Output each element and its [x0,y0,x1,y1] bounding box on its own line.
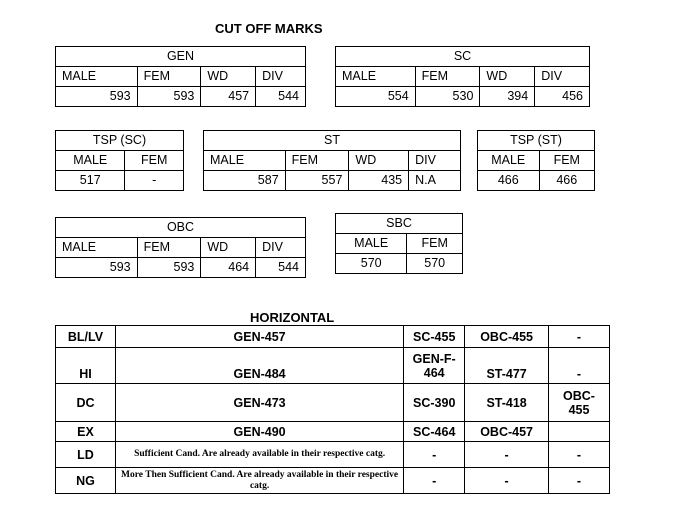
ng-note: More Then Sufficient Cand. Are already available in their respective catg. [115,468,403,494]
st-col-div: DIV [409,151,461,171]
st-col-fem: FEM [285,151,349,171]
sc-col-male: MALE [336,67,416,87]
tsp-st-val-fem: 466 [539,171,594,191]
ex-obc: OBC-457 [465,422,549,442]
ex-gen: GEN-490 [115,422,403,442]
sbc-header: SBC [336,214,463,234]
bl-lv-extra: - [549,326,610,348]
dc-obc [549,384,610,422]
row-label-ex: EX [56,422,116,442]
page-title: CUT OFF MARKS [215,21,323,36]
table-row [56,326,610,348]
obc-val-fem: 593 [137,258,201,278]
tsp-st-header: TSP (ST) [478,131,595,151]
sc-val-fem: 530 [415,87,480,107]
st-col-male: MALE [204,151,286,171]
obc-col-fem: FEM [137,238,201,258]
bl-lv-obc: OBC-455 [465,326,549,348]
bl-lv-gen: GEN-457 [115,326,403,348]
gen-val-male: 593 [56,87,138,107]
gen-val-wd: 457 [201,87,256,107]
tsp-sc-val-fem: - [125,171,184,191]
sbc-table [335,213,463,274]
hi-gen: GEN-484 [115,348,403,384]
sc-header: SC [336,47,590,67]
gen-header: GEN [56,47,306,67]
gen-col-fem: FEM [137,67,201,87]
tsp-st-val-male: 466 [478,171,540,191]
row-label-dc: DC [56,384,116,422]
obc-val-div: 544 [256,258,306,278]
sc-val-div: 456 [535,87,590,107]
st-val-male: 587 [204,171,286,191]
row-label-bl-lv: BL/LV [56,326,116,348]
ng-c4: - [549,468,610,494]
table-row [56,348,610,384]
gen-val-div: 544 [256,87,306,107]
obc-val-male: 593 [56,258,138,278]
st-val-fem: 557 [285,171,349,191]
obc-val-wd: 464 [201,258,256,278]
dc-obc-line2: 455 [568,402,590,417]
st-header: ST [204,131,461,151]
ex-extra [549,422,610,442]
table-row [56,468,610,494]
sc-col-wd: WD [480,67,535,87]
st-table [203,130,461,191]
tsp-sc-header: TSP (SC) [56,131,184,151]
dc-gen: GEN-473 [115,384,403,422]
obc-col-wd: WD [201,238,256,258]
table-row [56,422,610,442]
sc-col-div: DIV [535,67,590,87]
dc-sc: SC-390 [404,384,465,422]
dc-st: ST-418 [465,384,549,422]
tsp-sc-table [55,130,184,191]
dc-obc-line1: OBC- [563,388,595,403]
tsp-st-col-male: MALE [478,151,540,171]
hi-extra: - [549,348,610,384]
ld-c3: - [465,442,549,468]
horizontal-title: HORIZONTAL [250,310,335,325]
obc-col-male: MALE [56,238,138,258]
gen-val-fem: 593 [137,87,201,107]
row-label-ng: NG [56,468,116,494]
bl-lv-sc: SC-455 [404,326,465,348]
ng-c2: - [404,468,465,494]
obc-header: OBC [56,218,306,238]
sc-val-male: 554 [336,87,416,107]
row-label-hi: HI [56,348,116,384]
obc-table [55,217,306,278]
hi-st: ST-477 [465,348,549,384]
obc-col-div: DIV [256,238,306,258]
gen-col-male: MALE [56,67,138,87]
ld-c2: - [404,442,465,468]
ex-sc: SC-464 [404,422,465,442]
ld-c4: - [549,442,610,468]
gen-col-div: DIV [256,67,306,87]
sbc-col-male: MALE [336,234,407,254]
tsp-sc-col-fem: FEM [125,151,184,171]
sc-col-fem: FEM [415,67,480,87]
st-col-wd: WD [349,151,409,171]
st-val-wd: 435 [349,171,409,191]
hi-gen-f-line2: 464 [423,365,445,380]
sbc-val-male: 570 [336,254,407,274]
tsp-st-table [477,130,595,191]
tsp-sc-col-male: MALE [56,151,125,171]
row-label-ld: LD [56,442,116,468]
sc-table [335,46,590,107]
ld-note: Sufficient Cand. Are already available in their respective catg. [115,442,403,468]
sbc-col-fem: FEM [407,234,463,254]
tsp-sc-val-male: 517 [56,171,125,191]
tsp-st-col-fem: FEM [539,151,594,171]
sbc-val-fem: 570 [407,254,463,274]
horizontal-table [55,325,610,494]
table-row [56,442,610,468]
st-val-div: N.A [409,171,461,191]
ng-c3: - [465,468,549,494]
hi-gen-f [404,348,465,384]
gen-table [55,46,306,107]
hi-gen-f-line1: GEN-F- [412,351,456,366]
sc-val-wd: 394 [480,87,535,107]
table-row [56,384,610,422]
gen-col-wd: WD [201,67,256,87]
